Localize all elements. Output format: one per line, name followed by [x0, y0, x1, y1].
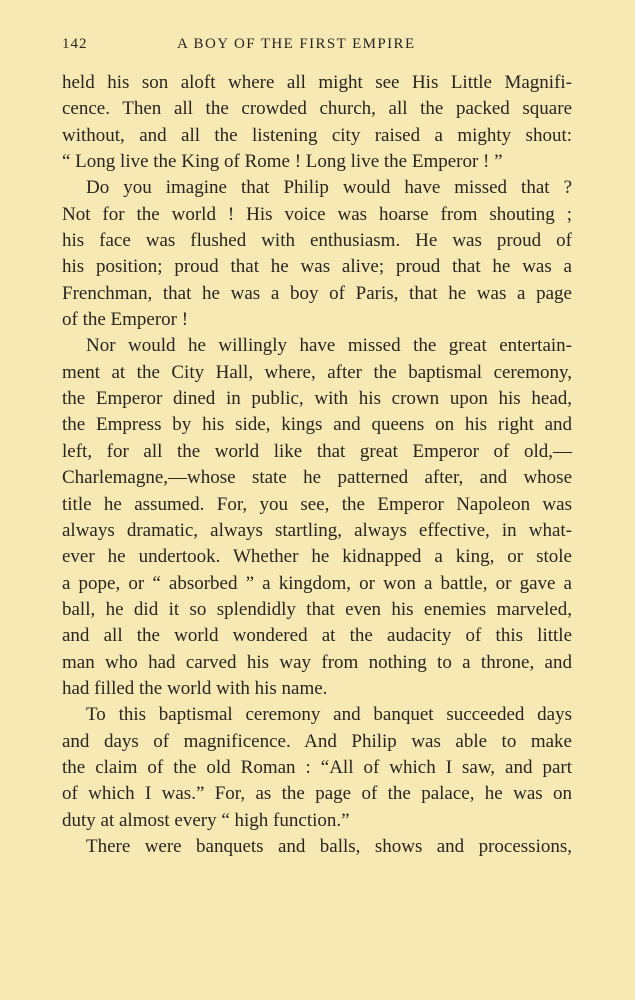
text-line: ball, he did it so splendidly that even his enemies marveled,	[62, 598, 572, 620]
text-line: his position; proud that he was alive; proud that he was a	[62, 256, 572, 278]
text-line: and days of magnificence. And Philip was able to make	[62, 730, 572, 752]
text-line: cence. Then all the crowded church, all the packed square	[62, 98, 572, 120]
body-text	[62, 70, 572, 860]
text-line: held his son aloft where all might see His Little Magnifi-	[62, 72, 572, 93]
text-line: Frenchman, that he was a boy of Paris, that he was a page	[62, 282, 572, 304]
text-line: of the Emperor !	[62, 309, 189, 331]
text-line: without, and all the listening city raised a mighty shout:	[62, 124, 572, 146]
text-line: “ Long live the King of Rome ! Long live the Emperor ! ”	[62, 151, 503, 173]
text-line: ever he undertook. Whether he kidnapped a king, or stole	[62, 546, 572, 568]
text-line: duty at almost every “ high function.”	[62, 809, 350, 831]
text-line: Nor would he willingly have missed the great entertain-	[86, 335, 572, 357]
text-line: title he assumed. For, you see, the Emperor Napoleon was	[62, 493, 572, 515]
text-line: always dramatic, always startling, always effective, in what-	[62, 519, 572, 541]
text-line: Charlemagne,—whose state he patterned after, and whose	[62, 467, 572, 489]
text-line: Not for the world ! His voice was hoarse from shouting ;	[62, 203, 572, 225]
text-line: left, for all the world like that great Emperor of old,—	[62, 440, 572, 462]
text-line: of which I was.” For, as the page of the palace, he was on	[62, 783, 572, 805]
page-header	[62, 36, 572, 56]
text-line: man who had carved his way from nothing to a throne, and	[62, 651, 572, 673]
text-line: and all the world wondered at the audacity of this little	[62, 625, 572, 647]
text-line: a pope, or “ absorbed ” a kingdom, or won a battle, or gave a	[62, 572, 572, 594]
text-line: ment at the City Hall, where, after the baptismal ceremony,	[62, 361, 572, 383]
text-line: the claim of the old Roman : “All of which I saw, and part	[62, 756, 572, 778]
text-line: To this baptismal ceremony and banquet succeeded days	[86, 704, 572, 726]
text-line: the Empress by his side, kings and queens on his right and	[62, 414, 572, 436]
text-line: Do you imagine that Philip would have missed that ?	[86, 177, 572, 199]
text-line: his face was flushed with enthusiasm. He was proud of	[62, 230, 572, 252]
page-number: 142	[62, 36, 88, 52]
text-line: There were banquets and balls, shows and processions,	[86, 835, 572, 857]
running-head: A BOY OF THE FIRST EMPIRE	[177, 36, 416, 52]
text-line: the Emperor dined in public, with his crown upon his head,	[62, 388, 572, 410]
text-line: had filled the world with his name.	[62, 677, 328, 699]
